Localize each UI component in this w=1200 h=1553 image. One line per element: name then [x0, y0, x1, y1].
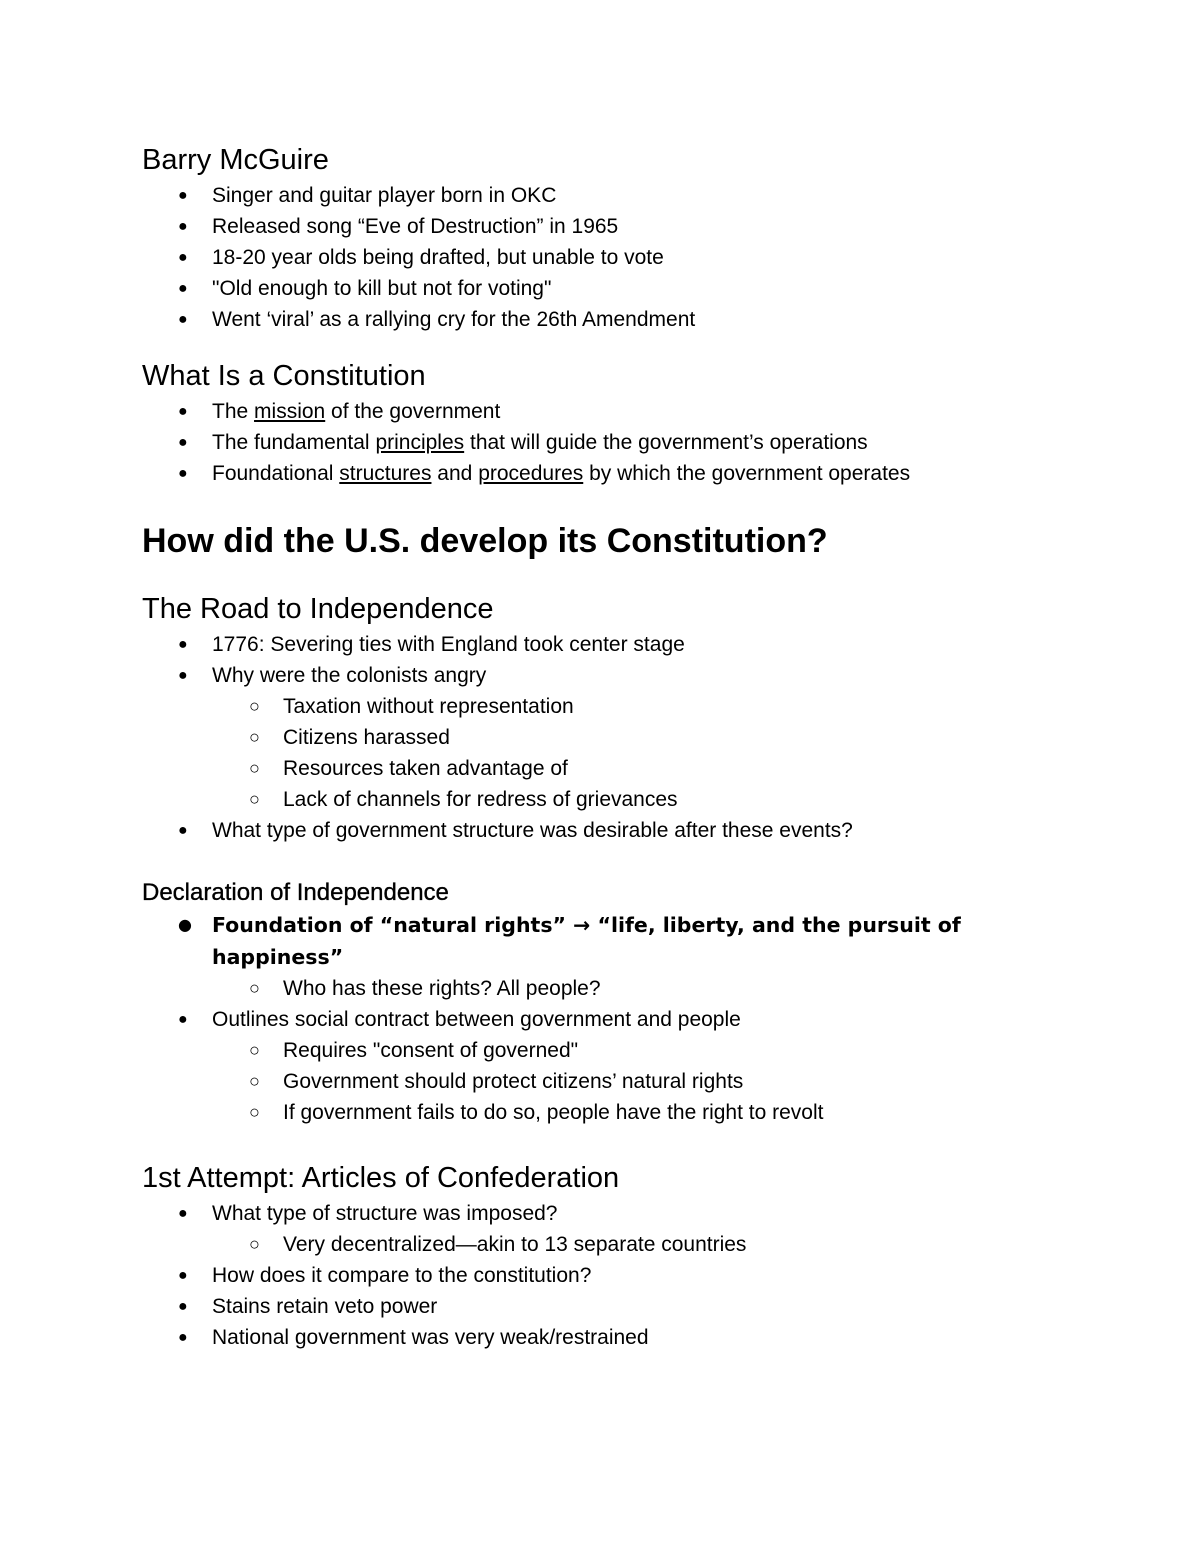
list-item: ● Stains retain veto power: [142, 1291, 1042, 1322]
list-item: ● Went ‘viral’ as a rallying cry for the 26th Amendment: [142, 304, 1042, 335]
bullet-icon: ●: [178, 1011, 188, 1028]
list-item: ● The mission of the government: [142, 396, 1042, 427]
hollow-bullet-icon: ○: [249, 978, 260, 998]
bullet-icon: ●: [178, 311, 188, 328]
list-item: ● Outlines social contract between government and people: [142, 1004, 1042, 1035]
list-constitution: [142, 396, 1042, 489]
sub-list-item: ○ Lack of channels for redress of grievances: [142, 784, 1042, 815]
list-road-to-independence: [142, 629, 1042, 846]
list-item: ● Released song “Eve of Destruction” in 1965: [142, 211, 1042, 242]
list-item: ● "Old enough to kill but not for voting": [142, 273, 1042, 304]
underlined-term: principles: [375, 431, 465, 454]
bullet-icon: ●: [178, 822, 188, 839]
bullet-icon: ●: [178, 1298, 188, 1315]
heading-road-to-independence: The Road to Independence: [142, 593, 494, 625]
list-item: ● What type of government structure was desirable after these events?: [142, 815, 1042, 846]
bullet-icon: ●: [178, 187, 188, 204]
bullet-icon: ●: [178, 465, 188, 482]
sub-list-item: ○ Government should protect citizens’ natural rights: [142, 1066, 1042, 1097]
bullet-icon: ●: [178, 280, 188, 297]
underlined-term: mission: [254, 400, 326, 423]
hollow-bullet-icon: ○: [249, 727, 260, 747]
bullet-icon: ●: [178, 1267, 188, 1284]
list-item: ● 18-20 year olds being drafted, but unable to vote: [142, 242, 1042, 273]
bullet-icon: ●: [178, 915, 192, 934]
list-declaration: [142, 909, 1042, 1128]
heading-articles-of-confederation: 1st Attempt: Articles of Confederation: [142, 1162, 620, 1194]
sub-list-item: ○ If government fails to do so, people have the right to revolt: [142, 1097, 1042, 1128]
list-item: ● National government was very weak/restrained: [142, 1322, 1042, 1353]
hollow-bullet-icon: ○: [249, 1040, 260, 1060]
bullet-icon: ●: [178, 1205, 188, 1222]
list-item: ● Foundational structures and procedures by which the government operates: [142, 458, 1042, 489]
bullet-icon: ●: [178, 218, 188, 235]
hollow-bullet-icon: ○: [249, 696, 260, 716]
list-item: ● 1776: Severing ties with England took center stage: [142, 629, 1042, 660]
bullet-icon: ●: [178, 1329, 188, 1346]
list-item: ● Why were the colonists angry: [142, 660, 1042, 691]
list-articles: [142, 1198, 1042, 1353]
heading-what-is-a-constitution: What Is a Constitution: [142, 360, 426, 392]
document-page: [142, 140, 1042, 1353]
list-item: ● The fundamental principles that will guide the government’s operations: [142, 427, 1042, 458]
heading-declaration-of-independence: Declaration of Independence: [142, 879, 449, 906]
main-title: How did the U.S. develop its Constitution?: [142, 522, 828, 560]
bullet-icon: ●: [178, 636, 188, 653]
hollow-bullet-icon: ○: [249, 789, 260, 809]
bullet-icon: ●: [178, 403, 188, 420]
hollow-bullet-icon: ○: [249, 1071, 260, 1091]
bullet-icon: ●: [178, 249, 188, 266]
bullet-icon: ●: [178, 434, 188, 451]
list-item: ● What type of structure was imposed?: [142, 1198, 1042, 1229]
list-item: ● How does it compare to the constitution?: [142, 1260, 1042, 1291]
sub-list-item: ○ Citizens harassed: [142, 722, 1042, 753]
hollow-bullet-icon: ○: [249, 1102, 260, 1122]
bullet-icon: ●: [178, 667, 188, 684]
heading-barry-mcguire: Barry McGuire: [142, 144, 329, 176]
underlined-term: procedures: [478, 462, 584, 485]
list-item: ● Foundation of “natural rights” → “life, liberty, and the pursuit of happiness”: [142, 909, 1042, 973]
hollow-bullet-icon: ○: [249, 758, 260, 778]
sub-list-item: ○ Very decentralized—akin to 13 separate countries: [142, 1229, 1042, 1260]
sub-list-item: ○ Resources taken advantage of: [142, 753, 1042, 784]
sub-list-item: ○ Taxation without representation: [142, 691, 1042, 722]
sub-list-item: ○ Requires "consent of governed": [142, 1035, 1042, 1066]
sub-list-item: ○ Who has these rights? All people?: [142, 973, 1042, 1004]
list-barry-mcguire: [142, 180, 1042, 335]
list-item: ● Singer and guitar player born in OKC: [142, 180, 1042, 211]
hollow-bullet-icon: ○: [249, 1234, 260, 1254]
underlined-term: structures: [339, 462, 432, 485]
